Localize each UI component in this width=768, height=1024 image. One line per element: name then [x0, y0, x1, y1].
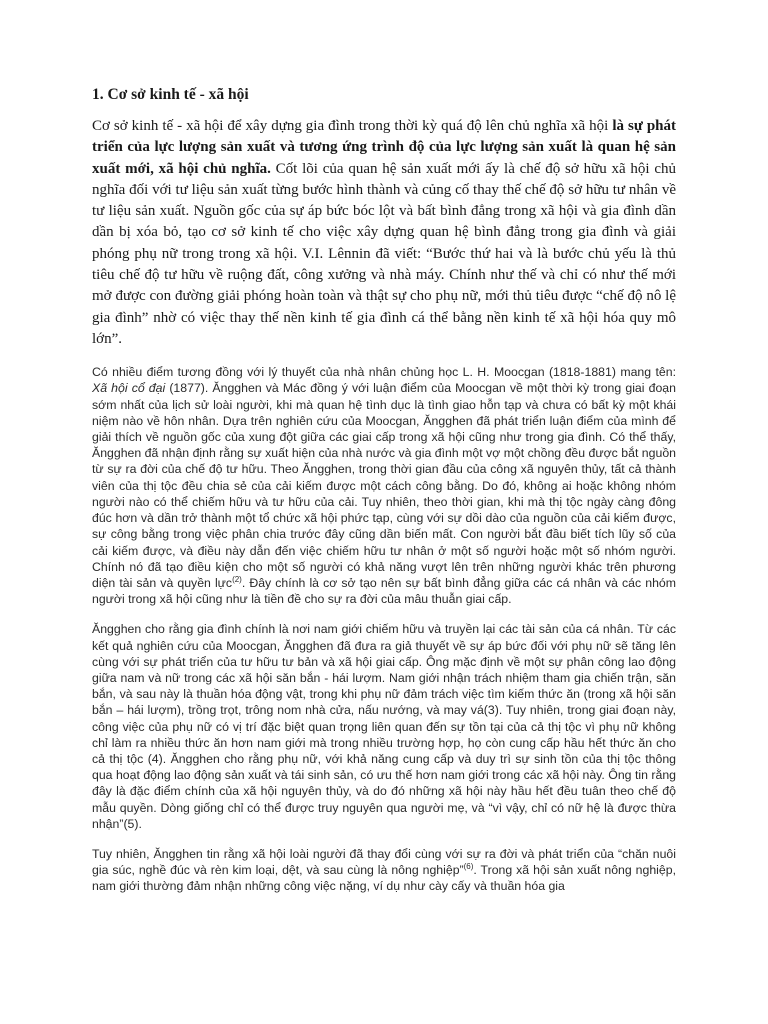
document-page	[92, 86, 676, 909]
footnote-ref-2: (2)	[232, 574, 242, 584]
paragraph-moocgan-text: Có nhiều điểm tương đồng với lý thuyết của nhà nhân chủng học L. H. Moocgan (1818-1881) mang tên:	[92, 365, 676, 380]
paragraph-intro-text: Cơ sở kinh tế - xã hội để xây dựng gia đình trong thời kỳ quá độ lên chủ nghĩa xã hội	[92, 118, 613, 134]
section-heading: 1. Cơ sở kinh tế - xã hội	[92, 86, 249, 103]
paragraph-moocgan	[92, 364, 676, 607]
paragraph-engels-change	[92, 846, 676, 895]
paragraph-intro-bold: là sự phát triển của lực lượng sản xuất và tương ứng trình độ của lực lượng sản xuất là quan hệ sản xuất mới, xã hội chủ nghĩa.	[92, 118, 676, 177]
paragraph-intro	[92, 116, 676, 350]
footnote-ref-6: (6)	[463, 862, 474, 872]
book-title: Xã hội cổ đại	[92, 381, 166, 396]
paragraph-engels-change-text: Tuy nhiên, Ăngghen tin rằng xã hội loài người đã thay đổi cùng với sự ra đời và phát triển của “chăn nuôi gia súc, nghề đúc và rèn kim loại, dệt, và sau cùng là nông nghiệp”	[92, 846, 676, 878]
paragraph-moocgan-text-mid: (1877). Ăngghen và Mác đồng ý với luận điểm của Moocgan về một thời kỳ trong giai đoạn sớm nhất của lịch sử loài người, khi mà quan hệ tình dục là tình giao hỗn tạp và chưa có bất kỳ một khái niệm nào về hôn nhân. Dựa trên nghiên cứu của Moocgan, Ăngghen đã phát triển luận điểm của mình để giải thích về nguồn gốc của xung đột giữa các giai cấp trong xã hội cũng như trong gia đình. Có thể thấy, Ăngghen đã nhận định rằng sự xuất hiện của nhà nước và gia đình một vợ một chồng đều được bắt nguồn từ sự ra đời của chế độ tư hữu. Theo Ăngghen, trong thời gian đầu của công xã nguyên thủy, tất cả thành viên của thị tộc đều chia sẻ của cải kiếm được một cách công bằng. Do đó, không ai hoặc không nhóm người nào có thể chiếm hữu và tư hữu của cải. Tuy nhiên, theo thời gian, khi mà thị tộc ngày càng đông đúc hơn và dần trở thành một tổ chức xã hội phức tạp, cùng với sự dồi dào của nguồn của cải kiếm được, sự công bằng trong việc phân chia trước đây cũng dần biến mất. Con người bắt đầu biết tích lũy số của cải kiếm được, và điều này dẫn đến việc chiếm hữu tư nhân ở một số người hoặc một số nhóm người. Chính nó đã tạo điều kiện cho một số người có khả năng vượt lên trên những người khác trên phương diện tài sản và quyền lực	[92, 381, 676, 590]
paragraph-engels-change-text-end: . Trong xã hội sản xuất nông nghiệp, nam giới thường đảm nhận những công việc nặng, ví dụ như cày cấy và thuần hóa gia	[92, 863, 676, 894]
paragraph-intro-text-rest: Cốt lõi của quan hệ sản xuất mới ấy là chế độ sở hữu xã hội chủ nghĩa đối với tư liệu sản xuất từng bước hình thành và củng cố thay thế chế độ sở hữu tư nhân về tư liệu sản xuất. Nguồn gốc của sự áp bức bóc lột và bất bình đẳng trong xã hội và gia đình dần dần bị xóa bỏ, tạo cơ sở kinh tế cho việc xây dựng quan hệ bình đẳng trong gia đình và giải phóng phụ nữ trong trong xã hội. V.I. Lênnin đã viết: “Bước thứ hai và là bước chủ yếu là thủ tiêu chế độ tư hữu về ruộng đất, công xưởng và nhà máy. Chính như thế và chỉ có như thế mới mở được con đường giải phóng hoàn toàn và thật sự cho phụ nữ, mới thủ tiêu được “chế độ nô lệ gia đình” nhờ có việc thay thế nền kinh tế gia đình cá thể bằng nền kinh tế xã hội hóa quy mô lớn”.	[92, 160, 677, 347]
paragraph-engels-family: Ăngghen cho rằng gia đình chính là nơi nam giới chiếm hữu và truyền lại các tài sản của cá nhân. Từ các kết quả nghiên cứu của Moocgan, Ăngghen đã đưa ra giả thuyết về sự áp bức đối với phụ nữ sẽ tăng lên cùng với sự phát triển của tư hữu tư bản và xã hội giai cấp. Ông mặc định về một sự phân công lao động giữa nam và nữ trong các xã hội săn bắn - hái lượm. Nam giới nhận trách nhiệm tham gia chiến trận, săn bắn, và sau này là thuần hóa động vật, trong khi phụ nữ đảm trách việc tìm kiếm thức ăn (trong xã hội săn bắn – hái lượm), trồng trọt, trông nom nhà cửa, nấu nướng, và may vá(3). Tuy nhiên, trong giai đoạn này, công việc của phụ nữ có vị trí đặc biệt quan trọng liên quan đến sự tồn tại của cả thị tộc vì phụ nữ không chỉ làm ra nhiều thức ăn hơn nam giới mà trong nhiều trường hợp, họ còn cung cấp hầu hết thức ăn cho cả thị tộc (4). Ăngghen cho rằng phụ nữ, với khả năng cung cấp và duy trì sự sinh tồn của thị tộc thông qua hoạt động lao động sản xuất và tái sinh sản, có ưu thế hơn nam giới trong các xã hội này. Ông tin rằng đây là đặc điểm chính của xã hội nguyên thủy, và do đó những xã hội này hầu hết đều tuân theo chế độ mẫu quyền. Dòng giống chỉ có thể được truy nguyên qua người mẹ, và “vì vậy, chỉ có nữ hệ là được thừa nhận”(5).	[92, 622, 676, 831]
paragraph-moocgan-text-end: . Đây chính là cơ sở tạo nên sự bất bình đẳng giữa các cá nhân và các nhóm người trong xã hội cũng như là tiền đề cho sự ra đời của mâu thuẫn giai cấp.	[92, 575, 676, 607]
